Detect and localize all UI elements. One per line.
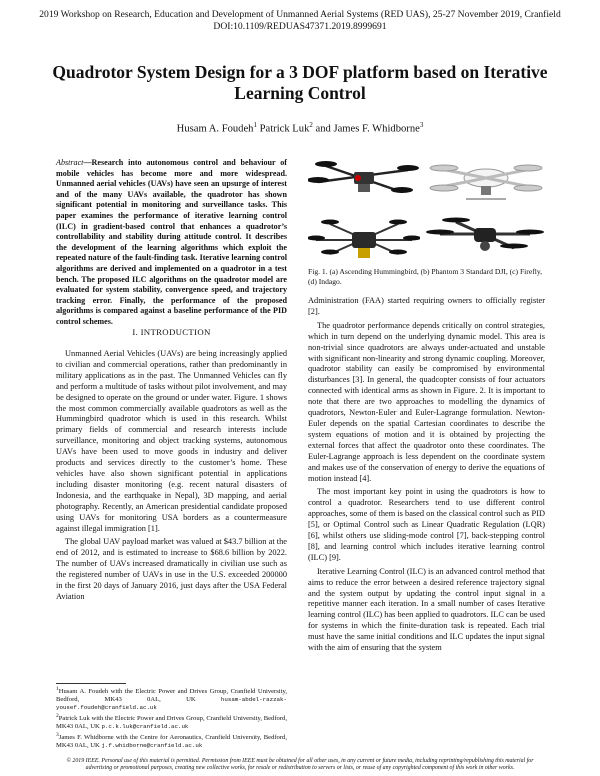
paragraph: The global UAV payload market was valued at $43.7 billion at the end of 2012, and is estimated to increase to $68.6 billion by 2022. The number of UAVs increased dramatically in civilian use such as the registered number of UAVs in use in the U.S. exceeded 200000 in the first 20 days of January 2016, just days after the USA Federal Aviation	[56, 537, 287, 601]
figure-phantom-image	[426, 150, 544, 208]
footnote-text: Husam A. Foudeh with the Electric Power and Drives Group, Cranfield University, Bedford, MK43 0AL, UK	[56, 688, 287, 704]
figure-firefly-image	[308, 210, 420, 264]
conference-header	[0, 9, 600, 33]
abstract-text: —Research into autonomous control and behaviour of mobile vehicles has become more and more widespread. Unmanned aerial vehicles (UAVs) have seen an upsurge of interest and of the many UAVs available, the quadrotor has shown significant potential in monitoring and surveillance tasks. This paper examines the performance of iterative learning control (ILC) in gradient-based control that enhances a quadrotor’s controllability and stability during attitude control. It describes the development of the learning algorithms which exploit the repeated nature of the fault-finding task. Iterative learning control algorithms are derived and implemented on a quadrotor in a test bench. The proposed ILC algorithms on the quadrotor model are evaluated for system stability, convergence speed, and trajectory tracking error. Finally, the performance of the proposed algorithms is compared against a baseline performance of the PID control schemes.	[56, 158, 287, 326]
right-column-body	[308, 296, 545, 657]
copyright-line-2: advertising or promotional purposes, creating new collective works, for resale or redistribution to servers or lists, or reuse of any copyrighted component of this work in other works.	[85, 765, 515, 772]
figure-hummingbird-image	[308, 152, 420, 204]
author-3-mark: 3	[419, 121, 424, 129]
paragraph: The most important key point in using the quadrotors is how to control a quadrotor. Researchers tend to use different control approaches, some of them is based on the classical control such as PID [5], or Optimal Control such as Linear Quadratic Regulation (LQR) [6], whilst others use sliding-mode control [7], back-stepping control [8], and learning control which includes iterative learning control (ILC) [9].	[308, 487, 545, 562]
paragraph: Unmanned Aerial Vehicles (UAVs) are being increasingly applied to civilian and commercial operations, rather than predominantly in military applications as in the past. The Unmanned Vehicles can fly and perform a multitude of tasks without pilot involvement, and may be designed to operate on the ground or under water. Figure. 1 shows the most common commercially available quadrotors as well as the Hummingbird quadrotor which is used in this research. Whilst primary fields of commercial and research interests include surveillance, monitoring and object tracking systems, autonomous UAVs have been used to move goods in industry and deliver products and services directly to the customer’s home. These vehicles have also shown significant potential in applications including disaster monitoring (e.g. recent natural disasters of Indonesia, and the earthquake in Nepal), 3D mapping, and aerial photography. Recently, an American presidential candidate proposed using UAVs for monitoring USA borders as a countermeasure against illegal immigration [1].	[56, 349, 287, 533]
footnote-text: James F. Whidborne with the Centre for Aeronautics, Cranfield University, Bedford, MK43 0AL, UK	[56, 734, 287, 749]
figure-indago-image	[426, 212, 544, 262]
author-list	[40, 121, 560, 135]
footnote-text: Patrick Luk with the Electric Power and Drives Group, Cranfield University, Bedford, MK43 0AL, UK	[56, 715, 287, 730]
author-3: James F. Whidborne	[333, 123, 420, 135]
footnote-email: husam-abdel-razzak-yousef.foudeh@cranfield.ac.uk	[56, 696, 287, 711]
footnote-email: p.c.k.luk@cranfield.ac.uk	[101, 723, 189, 730]
copyright-line-1: © 2019 IEEE. Personal use of this material is permitted. Permission from IEEE must be obtained for all other uses, in any current or future media, including reprinting/republishing this material for	[66, 758, 534, 764]
author-2: Patrick Luk	[259, 123, 310, 135]
paper-title: Quadrotor System Design for a 3 DOF platform based on Iterative Learning Control	[52, 62, 548, 103]
header-line-1: 2019 Workshop on Research, Education and Development of Unmanned Aerial Systems (RED UAS), 25-27 November 2019, Cranfield	[39, 9, 561, 20]
footnotes	[56, 686, 287, 751]
abstract-label: Abstract	[56, 158, 84, 167]
author-separator: and	[315, 123, 331, 135]
header-doi: DOI:10.1109/REDUAS47371.2019.8999691	[213, 21, 387, 32]
footnote-mark: 1	[56, 686, 59, 692]
footnote-email: j.f.whidborne@cranfield.ac.uk	[101, 742, 203, 749]
paragraph: The quadrotor performance depends critically on control strategies, which in turn depend on the underlying dynamic model. This area is non-trivial since quadrotors are always under-actuated and unstable with significant non-linearity and strong dynamic coupling. Moreover, quadrotor stability can easily be compromised by environmental disturbances [3]. In general, the quadcopter consists of four actuators connected with identical arms as shown in Figure. 2. It is important to note that there are two approaches to modelling the dynamics of quadrotors, Newton-Euler and Euler-Lagrange formulation. Newton-Euler depends on the spatial Cartesian coordinates to describe the system equations of motion and it is obtained by projecting the external forces that affect the quadrotor onto these coordinates. The Euler-Lagrange approach is less dependent on the coordinate system and makes use of the conservation of energy to derive the equations of motion instead [4].	[308, 320, 545, 483]
section-heading-introduction: I. INTRODUCTION	[132, 327, 211, 337]
author-1-mark: 1	[253, 121, 257, 129]
abstract	[56, 158, 287, 328]
paragraph: Administration (FAA) started requiring owners to officially register [2].	[308, 296, 545, 316]
paragraph: Iterative Learning Control (ILC) is an advanced control method that aims to reduce the error between a desired reference trajectory signal and the system output by updating the control input signal in a repetitive manner each iteration. In a small number of cases Iterative learning control (ILC) has been applied to quadrotors. ILC can be used for systems in which the finite-duration task is repeated. Each trial must have the same initial conditions and ILC updates the input signal with the aim of ensuring that the system	[308, 566, 545, 653]
footnote-3	[56, 732, 287, 750]
author-1: Husam A. Foudeh	[176, 123, 254, 135]
footnote-2	[56, 713, 287, 731]
footnote-1	[56, 686, 287, 712]
copyright-notice	[0, 758, 600, 773]
footnote-mark: 3	[56, 731, 59, 738]
footnote-rule	[56, 683, 126, 684]
left-column-body	[56, 349, 287, 606]
figure-caption: Fig. 1. (a) Ascending Hummingbird, (b) Phantom 3 Standard DJI, (c) Firefly, (d) Indago.	[308, 267, 543, 286]
footnote-mark: 2	[56, 712, 59, 719]
author-2-mark: 2	[309, 121, 313, 129]
